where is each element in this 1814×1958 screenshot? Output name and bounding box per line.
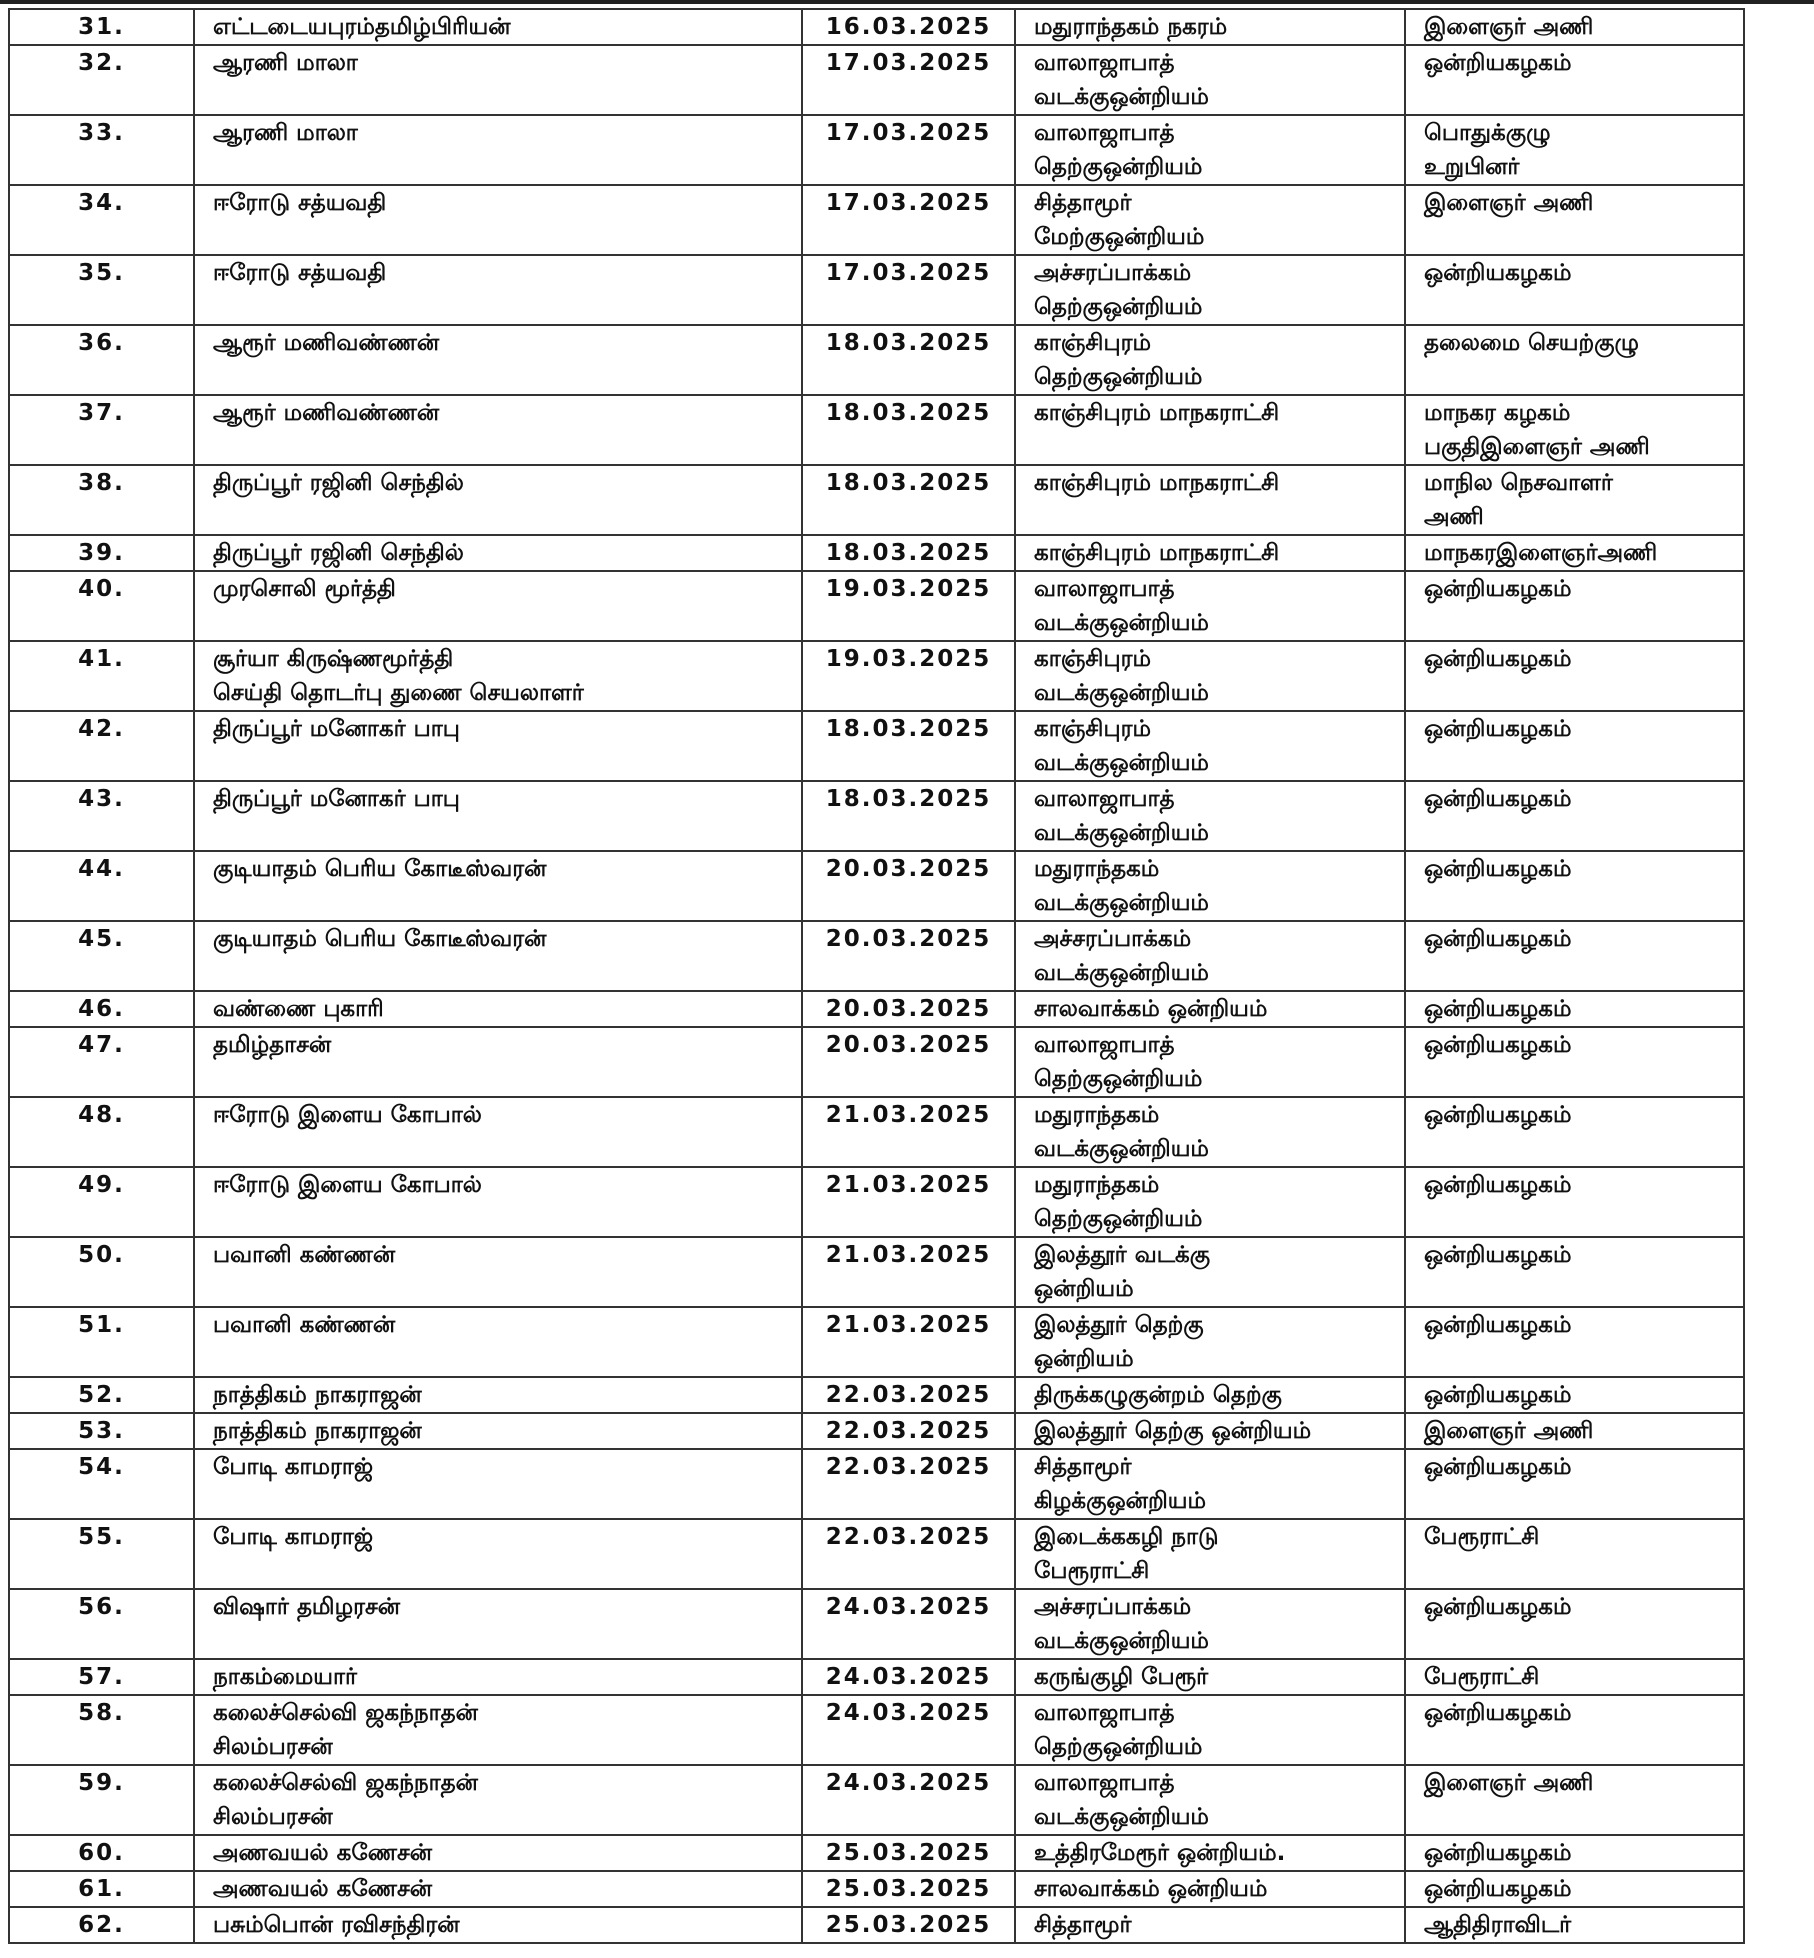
place-cell: மதுராந்தகம் நகரம் (1015, 9, 1405, 45)
unit-cell: ஒன்றியகழகம் (1405, 1027, 1744, 1097)
table-row (9, 1765, 1744, 1835)
serial-number-cell: 36. (9, 325, 194, 395)
place-cell: இலத்தூர் தெற்கு ஒன்றியம் (1015, 1307, 1405, 1377)
table-row (9, 711, 1744, 781)
serial-number-cell: 61. (9, 1871, 194, 1907)
date-cell: 25.03.2025 (802, 1835, 1015, 1871)
serial-number-cell: 57. (9, 1659, 194, 1695)
speaker-name-cell: குடியாதம் பெரிய கோடீஸ்வரன் (194, 851, 802, 921)
table-body (9, 9, 1744, 1943)
table-row (9, 115, 1744, 185)
speaker-name-cell: பவானி கண்ணன் (194, 1237, 802, 1307)
serial-number-cell: 58. (9, 1695, 194, 1765)
unit-cell: ஒன்றியகழகம் (1405, 255, 1744, 325)
table-row (9, 535, 1744, 571)
table-row (9, 571, 1744, 641)
table-row (9, 9, 1744, 45)
table-row (9, 1377, 1744, 1413)
unit-cell: ஒன்றியகழகம் (1405, 641, 1744, 711)
unit-cell: ஆதிதிராவிடர் (1405, 1907, 1744, 1943)
place-cell: காஞ்சிபுரம் மாநகராட்சி (1015, 535, 1405, 571)
table-row (9, 1695, 1744, 1765)
place-cell: சாலவாக்கம் ஒன்றியம் (1015, 991, 1405, 1027)
unit-cell: ஒன்றியகழகம் (1405, 1835, 1744, 1871)
serial-number-cell: 31. (9, 9, 194, 45)
table-row (9, 1167, 1744, 1237)
serial-number-cell: 47. (9, 1027, 194, 1097)
serial-number-cell: 54. (9, 1449, 194, 1519)
place-cell: காஞ்சிபுரம் வடக்குஒன்றியம் (1015, 641, 1405, 711)
date-cell: 25.03.2025 (802, 1871, 1015, 1907)
serial-number-cell: 38. (9, 465, 194, 535)
place-cell: வாலாஜாபாத் தெற்குஒன்றியம் (1015, 115, 1405, 185)
table-row (9, 1589, 1744, 1659)
place-cell: சித்தாமூர் கிழக்குஒன்றியம் (1015, 1449, 1405, 1519)
table-row (9, 921, 1744, 991)
speaker-name-cell: கலைச்செல்வி ஜகந்நாதன் சிலம்பரசன் (194, 1765, 802, 1835)
serial-number-cell: 42. (9, 711, 194, 781)
serial-number-cell: 46. (9, 991, 194, 1027)
date-cell: 22.03.2025 (802, 1377, 1015, 1413)
speaker-name-cell: பசும்பொன் ரவிசந்திரன் (194, 1907, 802, 1943)
speaker-name-cell: எட்டடையபுரம்தமிழ்பிரியன் (194, 9, 802, 45)
unit-cell: மாநகரஇளைஞர்அணி (1405, 535, 1744, 571)
speaker-name-cell: திருப்பூர் ரஜினி செந்தில் (194, 465, 802, 535)
place-cell: இடைக்ககழி நாடு பேரூராட்சி (1015, 1519, 1405, 1589)
speaker-name-cell: திருப்பூர் மனோகர் பாபு (194, 781, 802, 851)
table-row (9, 991, 1744, 1027)
place-cell: காஞ்சிபுரம் மாநகராட்சி (1015, 465, 1405, 535)
date-cell: 17.03.2025 (802, 185, 1015, 255)
place-cell: மதுராந்தகம் வடக்குஒன்றியம் (1015, 851, 1405, 921)
serial-number-cell: 43. (9, 781, 194, 851)
place-cell: அச்சரப்பாக்கம் தெற்குஒன்றியம் (1015, 255, 1405, 325)
date-cell: 24.03.2025 (802, 1765, 1015, 1835)
place-cell: வாலாஜாபாத் வடக்குஒன்றியம் (1015, 1765, 1405, 1835)
unit-cell: மாநில நெசவாளர் அணி (1405, 465, 1744, 535)
date-cell: 21.03.2025 (802, 1097, 1015, 1167)
serial-number-cell: 33. (9, 115, 194, 185)
serial-number-cell: 34. (9, 185, 194, 255)
table-row (9, 1519, 1744, 1589)
serial-number-cell: 50. (9, 1237, 194, 1307)
unit-cell: ஒன்றியகழகம் (1405, 1237, 1744, 1307)
unit-cell: ஒன்றியகழகம் (1405, 1167, 1744, 1237)
serial-number-cell: 48. (9, 1097, 194, 1167)
speaker-name-cell: திருப்பூர் மனோகர் பாபு (194, 711, 802, 781)
speaker-name-cell: அணவயல் கணேசன் (194, 1871, 802, 1907)
date-cell: 24.03.2025 (802, 1695, 1015, 1765)
speaker-name-cell: ஈரோடு சத்யவதி (194, 185, 802, 255)
serial-number-cell: 53. (9, 1413, 194, 1449)
date-cell: 22.03.2025 (802, 1449, 1015, 1519)
place-cell: காஞ்சிபுரம் தெற்குஒன்றியம் (1015, 325, 1405, 395)
place-cell: திருக்கழுகுன்றம் தெற்கு (1015, 1377, 1405, 1413)
table-row (9, 1835, 1744, 1871)
date-cell: 22.03.2025 (802, 1519, 1015, 1589)
speaker-name-cell: வண்ணை புகாரி (194, 991, 802, 1027)
top-rule (0, 0, 1814, 4)
table-row (9, 1307, 1744, 1377)
unit-cell: மாநகர கழகம் பகுதிஇளைஞர் அணி (1405, 395, 1744, 465)
unit-cell: இளைஞர் அணி (1405, 1765, 1744, 1835)
date-cell: 18.03.2025 (802, 395, 1015, 465)
date-cell: 18.03.2025 (802, 711, 1015, 781)
place-cell: வாலாஜாபாத் வடக்குஒன்றியம் (1015, 781, 1405, 851)
serial-number-cell: 52. (9, 1377, 194, 1413)
table-row (9, 1097, 1744, 1167)
table-row (9, 1413, 1744, 1449)
place-cell: காஞ்சிபுரம் மாநகராட்சி (1015, 395, 1405, 465)
date-cell: 25.03.2025 (802, 1907, 1015, 1943)
serial-number-cell: 45. (9, 921, 194, 991)
serial-number-cell: 56. (9, 1589, 194, 1659)
speaker-name-cell: ஈரோடு இளைய கோபால் (194, 1097, 802, 1167)
serial-number-cell: 60. (9, 1835, 194, 1871)
speaker-name-cell: நாத்திகம் நாகராஜன் (194, 1377, 802, 1413)
speaker-name-cell: விஷார் தமிழரசன் (194, 1589, 802, 1659)
speaker-name-cell: சூர்யா கிருஷ்ணமூர்த்தி செய்தி தொடர்பு துணை செயலாளர் (194, 641, 802, 711)
date-cell: 21.03.2025 (802, 1307, 1015, 1377)
serial-number-cell: 41. (9, 641, 194, 711)
date-cell: 20.03.2025 (802, 921, 1015, 991)
table-row (9, 1449, 1744, 1519)
place-cell: வாலாஜாபாத் தெற்குஒன்றியம் (1015, 1027, 1405, 1097)
speaker-name-cell: போடி காமராஜ் (194, 1519, 802, 1589)
date-cell: 22.03.2025 (802, 1413, 1015, 1449)
table-row (9, 465, 1744, 535)
unit-cell: ஒன்றியகழகம் (1405, 1307, 1744, 1377)
date-cell: 24.03.2025 (802, 1589, 1015, 1659)
place-cell: மதுராந்தகம் வடக்குஒன்றியம் (1015, 1097, 1405, 1167)
unit-cell: ஒன்றியகழகம் (1405, 571, 1744, 641)
date-cell: 19.03.2025 (802, 571, 1015, 641)
speaker-name-cell: ஈரோடு சத்யவதி (194, 255, 802, 325)
speaker-name-cell: ஆரணி மாலா (194, 45, 802, 115)
serial-number-cell: 62. (9, 1907, 194, 1943)
speaker-name-cell: பவானி கண்ணன் (194, 1307, 802, 1377)
unit-cell: பேரூராட்சி (1405, 1659, 1744, 1695)
serial-number-cell: 49. (9, 1167, 194, 1237)
unit-cell: ஒன்றியகழகம் (1405, 851, 1744, 921)
table-row (9, 1027, 1744, 1097)
speaker-name-cell: திருப்பூர் ரஜினி செந்தில் (194, 535, 802, 571)
place-cell: கருங்குழி பேரூர் (1015, 1659, 1405, 1695)
unit-cell: இளைஞர் அணி (1405, 9, 1744, 45)
unit-cell: பேரூராட்சி (1405, 1519, 1744, 1589)
table-row (9, 185, 1744, 255)
table-row (9, 641, 1744, 711)
speaker-name-cell: முரசொலி மூர்த்தி (194, 571, 802, 641)
unit-cell: இளைஞர் அணி (1405, 1413, 1744, 1449)
date-cell: 18.03.2025 (802, 325, 1015, 395)
serial-number-cell: 32. (9, 45, 194, 115)
place-cell: அச்சரப்பாக்கம் வடக்குஒன்றியம் (1015, 921, 1405, 991)
date-cell: 17.03.2025 (802, 45, 1015, 115)
speaker-name-cell: குடியாதம் பெரிய கோடீஸ்வரன் (194, 921, 802, 991)
table-row (9, 1659, 1744, 1695)
speaker-name-cell: தமிழ்தாசன் (194, 1027, 802, 1097)
place-cell: இலத்தூர் வடக்கு ஒன்றியம் (1015, 1237, 1405, 1307)
date-cell: 20.03.2025 (802, 851, 1015, 921)
unit-cell: ஒன்றியகழகம் (1405, 45, 1744, 115)
speaker-name-cell: ஆரணி மாலா (194, 115, 802, 185)
speaker-name-cell: ஈரோடு இளைய கோபால் (194, 1167, 802, 1237)
serial-number-cell: 37. (9, 395, 194, 465)
table-row (9, 395, 1744, 465)
date-cell: 17.03.2025 (802, 255, 1015, 325)
date-cell: 21.03.2025 (802, 1237, 1015, 1307)
unit-cell: ஒன்றியகழகம் (1405, 1695, 1744, 1765)
speaker-name-cell: அணவயல் கணேசன் (194, 1835, 802, 1871)
date-cell: 18.03.2025 (802, 781, 1015, 851)
unit-cell: பொதுக்குழு உறுபினர் (1405, 115, 1744, 185)
speaker-name-cell: போடி காமராஜ் (194, 1449, 802, 1519)
place-cell: உத்திரமேரூர் ஒன்றியம். (1015, 1835, 1405, 1871)
serial-number-cell: 40. (9, 571, 194, 641)
unit-cell: இளைஞர் அணி (1405, 185, 1744, 255)
unit-cell: ஒன்றியகழகம் (1405, 1589, 1744, 1659)
date-cell: 17.03.2025 (802, 115, 1015, 185)
unit-cell: ஒன்றியகழகம் (1405, 711, 1744, 781)
unit-cell: ஒன்றியகழகம் (1405, 1377, 1744, 1413)
table-row (9, 781, 1744, 851)
place-cell: வாலாஜாபாத் தெற்குஒன்றியம் (1015, 1695, 1405, 1765)
serial-number-cell: 55. (9, 1519, 194, 1589)
speaker-name-cell: நாகம்மையார் (194, 1659, 802, 1695)
serial-number-cell: 51. (9, 1307, 194, 1377)
date-cell: 24.03.2025 (802, 1659, 1015, 1695)
date-cell: 18.03.2025 (802, 535, 1015, 571)
date-cell: 18.03.2025 (802, 465, 1015, 535)
date-cell: 20.03.2025 (802, 991, 1015, 1027)
serial-number-cell: 59. (9, 1765, 194, 1835)
place-cell: மதுராந்தகம் தெற்குஒன்றியம் (1015, 1167, 1405, 1237)
speaker-name-cell: ஆரூர் மணிவண்ணன் (194, 395, 802, 465)
date-cell: 21.03.2025 (802, 1167, 1015, 1237)
place-cell: இலத்தூர் தெற்கு ஒன்றியம் (1015, 1413, 1405, 1449)
place-cell: சித்தாமூர் (1015, 1907, 1405, 1943)
unit-cell: ஒன்றியகழகம் (1405, 991, 1744, 1027)
place-cell: அச்சரப்பாக்கம் வடக்குஒன்றியம் (1015, 1589, 1405, 1659)
date-cell: 16.03.2025 (802, 9, 1015, 45)
unit-cell: ஒன்றியகழகம் (1405, 781, 1744, 851)
serial-number-cell: 39. (9, 535, 194, 571)
speaker-name-cell: நாத்திகம் நாகராஜன் (194, 1413, 802, 1449)
table-row (9, 1871, 1744, 1907)
date-cell: 20.03.2025 (802, 1027, 1015, 1097)
date-cell: 19.03.2025 (802, 641, 1015, 711)
place-cell: வாலாஜாபாத் வடக்குஒன்றியம் (1015, 45, 1405, 115)
speaker-name-cell: ஆரூர் மணிவண்ணன் (194, 325, 802, 395)
place-cell: வாலாஜாபாத் வடக்குஒன்றியம் (1015, 571, 1405, 641)
serial-number-cell: 44. (9, 851, 194, 921)
table-row (9, 255, 1744, 325)
table-row (9, 1907, 1744, 1943)
place-cell: சாலவாக்கம் ஒன்றியம் (1015, 1871, 1405, 1907)
unit-cell: ஒன்றியகழகம் (1405, 921, 1744, 991)
unit-cell: தலைமை செயற்குழு (1405, 325, 1744, 395)
meetings-table (8, 8, 1745, 1944)
table-row (9, 851, 1744, 921)
unit-cell: ஒன்றியகழகம் (1405, 1871, 1744, 1907)
table-row (9, 45, 1744, 115)
table-row (9, 1237, 1744, 1307)
serial-number-cell: 35. (9, 255, 194, 325)
speaker-name-cell: கலைச்செல்வி ஜகந்நாதன் சிலம்பரசன் (194, 1695, 802, 1765)
unit-cell: ஒன்றியகழகம் (1405, 1097, 1744, 1167)
place-cell: சித்தாமூர் மேற்குஒன்றியம் (1015, 185, 1405, 255)
place-cell: காஞ்சிபுரம் வடக்குஒன்றியம் (1015, 711, 1405, 781)
table-row (9, 325, 1744, 395)
unit-cell: ஒன்றியகழகம் (1405, 1449, 1744, 1519)
